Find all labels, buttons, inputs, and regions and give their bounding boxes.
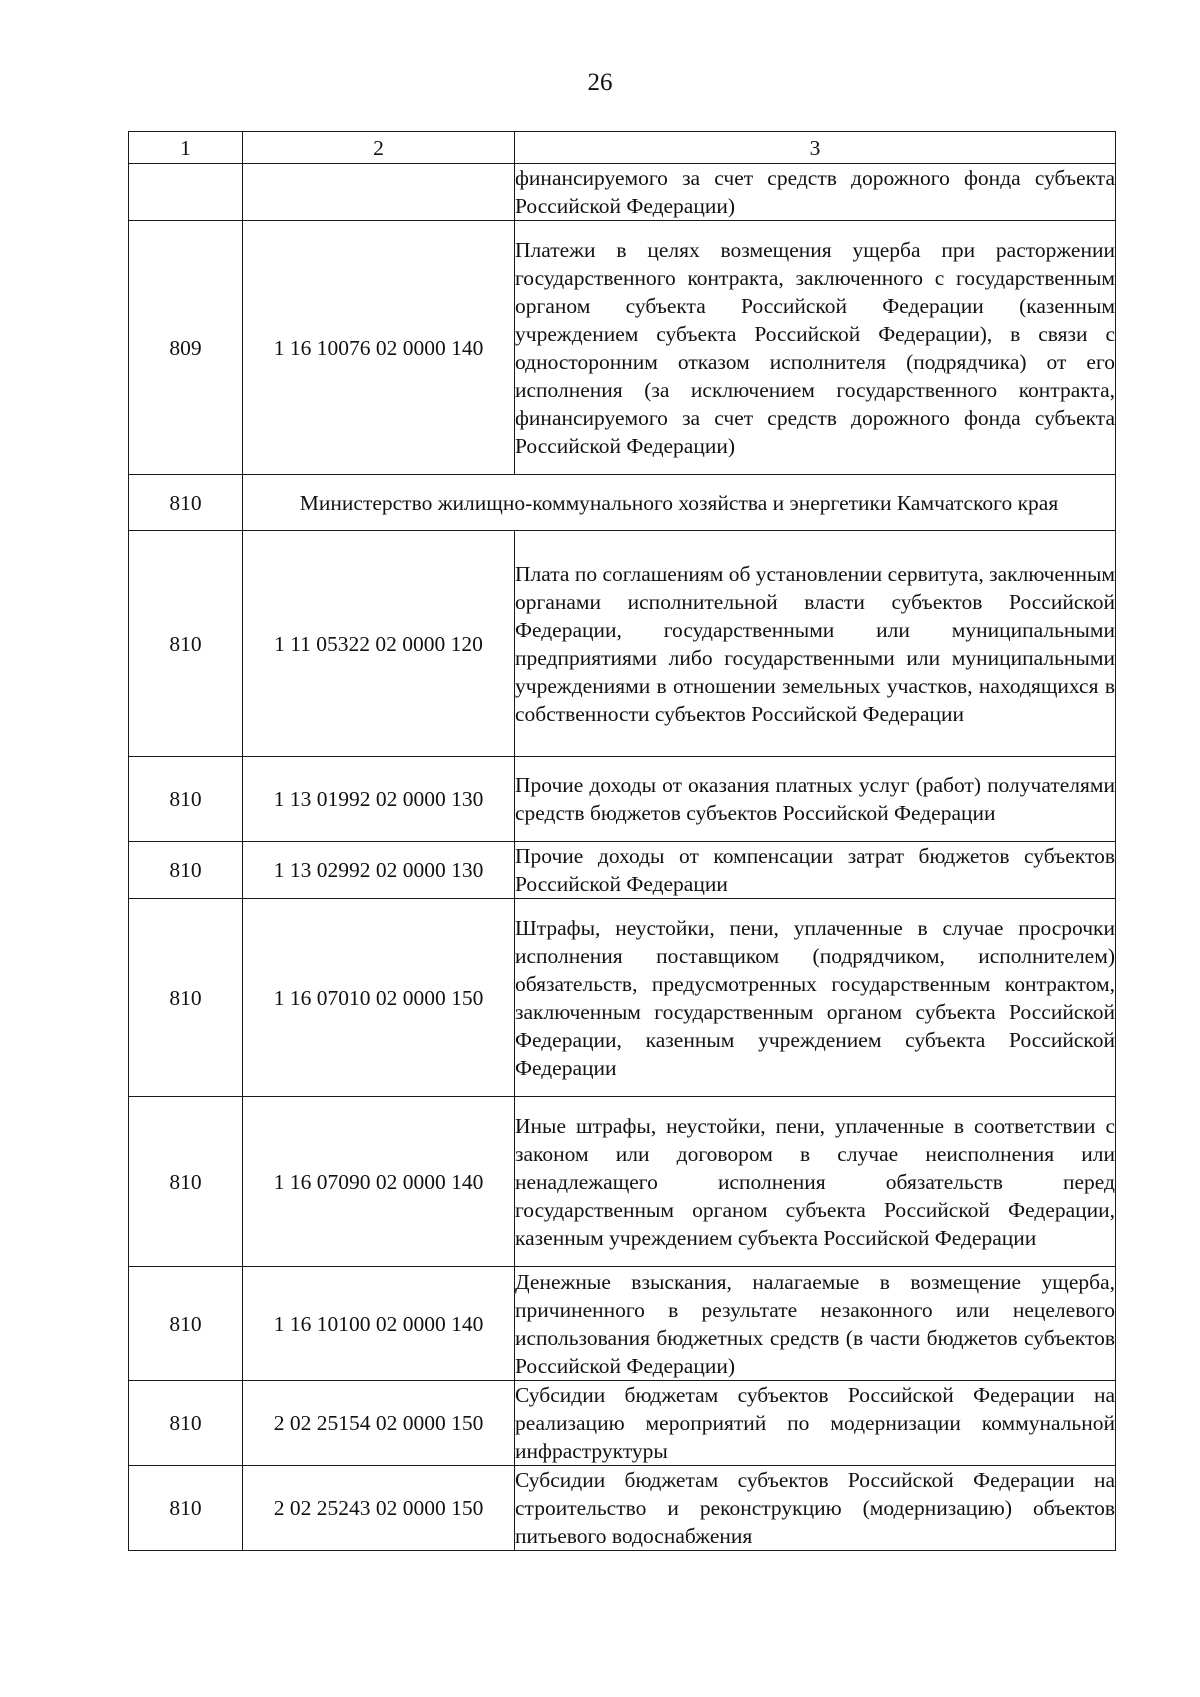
budget-code-cell: 1 11 05322 02 0000 120 xyxy=(243,531,515,757)
table-row xyxy=(129,1097,1116,1267)
admin-code-cell: 810 xyxy=(129,1097,243,1267)
admin-code-cell: 810 xyxy=(129,1381,243,1466)
admin-code-cell: 810 xyxy=(129,531,243,757)
admin-code-cell xyxy=(129,164,243,221)
description-cell: финансируемого за счет средств дорожного фонда субъекта Российской Федерации) xyxy=(515,164,1116,221)
table-row xyxy=(129,899,1116,1097)
table-row xyxy=(129,221,1116,475)
admin-code-cell: 810 xyxy=(129,842,243,899)
budget-code-cell: 2 02 25243 02 0000 150 xyxy=(243,1466,515,1551)
description-cell: Иные штрафы, неустойки, пени, уплаченные в соответствии с законом или договором в случае неисполнения или ненадлежащего исполнения обязательств перед государственным органом субъекта Российской Федерации, казенным учреждением субъекта Российской Федерации xyxy=(515,1097,1116,1267)
description-cell: Штрафы, неустойки, пени, уплаченные в случае просрочки исполнения поставщиком (подрядчиком, исполнителем) обязательств, предусмотренных государственным контрактом, заключенным государственным органом субъекта Российской Федерации, казенным учреждением субъекта Российской Федерации xyxy=(515,899,1116,1097)
budget-code-cell: 1 16 07010 02 0000 150 xyxy=(243,899,515,1097)
budget-code-cell: 1 13 02992 02 0000 130 xyxy=(243,842,515,899)
column-header-2: 2 xyxy=(243,132,515,164)
table-row xyxy=(129,757,1116,842)
description-cell: Прочие доходы от компенсации затрат бюджетов субъектов Российской Федерации xyxy=(515,842,1116,899)
section-row xyxy=(129,475,1116,531)
table-row xyxy=(129,842,1116,899)
page-number: 26 xyxy=(587,69,613,96)
description-cell: Платежи в целях возмещения ущерба при расторжении государственного контракта, заключенного с государственным органом субъекта Российской Федерации (казенным учреждением субъекта Российской Федерации), в связи с односторонним отказом исполнителя (подрядчика) от его исполнения (за исключением государственного контракта, финансируемого за счет средств дорожного фонда субъекта Российской Федерации) xyxy=(515,221,1116,475)
admin-code-cell: 810 xyxy=(129,475,243,531)
budget-code-cell: 1 16 10100 02 0000 140 xyxy=(243,1267,515,1381)
table-row xyxy=(129,1466,1116,1551)
admin-code-cell: 810 xyxy=(129,1466,243,1551)
admin-code-cell: 810 xyxy=(129,757,243,842)
ministry-section-title: Министерство жилищно-коммунального хозяйства и энергетики Камчатского края xyxy=(243,475,1116,531)
admin-code-cell: 810 xyxy=(129,1267,243,1381)
budget-code-cell: 1 16 07090 02 0000 140 xyxy=(243,1097,515,1267)
table-row xyxy=(129,1267,1116,1381)
column-header-3: 3 xyxy=(515,132,1116,164)
admin-code-cell: 810 xyxy=(129,899,243,1097)
description-cell: Субсидии бюджетам субъектов Российской Федерации на строительство и реконструкцию (модернизацию) объектов питьевого водоснабжения xyxy=(515,1466,1116,1551)
description-cell: Денежные взыскания, налагаемые в возмещение ущерба, причиненного в результате незаконного или нецелевого использования бюджетных средств (в части бюджетов субъектов Российской Федерации) xyxy=(515,1267,1116,1381)
description-cell: Плата по соглашениям об установлении сервитута, заключенным органами исполнительной власти субъектов Российской Федерации, государственными или муниципальными предприятиями либо государственными или муниципальными учреждениями в отношении земельных участков, находящихся в собственности субъектов Российской Федерации xyxy=(515,531,1116,757)
description-cell: Прочие доходы от оказания платных услуг (работ) получателями средств бюджетов субъектов Российской Федерации xyxy=(515,757,1116,842)
description-cell: Субсидии бюджетам субъектов Российской Федерации на реализацию мероприятий по модернизации коммунальной инфраструктуры xyxy=(515,1381,1116,1466)
budget-code-cell: 2 02 25154 02 0000 150 xyxy=(243,1381,515,1466)
table-row xyxy=(129,531,1116,757)
column-header-1: 1 xyxy=(129,132,243,164)
budget-code-cell: 1 13 01992 02 0000 130 xyxy=(243,757,515,842)
admin-code-cell: 809 xyxy=(129,221,243,475)
budget-code-cell xyxy=(243,164,515,221)
revenue-codes-table xyxy=(128,131,1116,1551)
table-row xyxy=(129,164,1116,221)
table-header-row xyxy=(129,132,1116,164)
budget-code-cell: 1 16 10076 02 0000 140 xyxy=(243,221,515,475)
table-row xyxy=(129,1381,1116,1466)
